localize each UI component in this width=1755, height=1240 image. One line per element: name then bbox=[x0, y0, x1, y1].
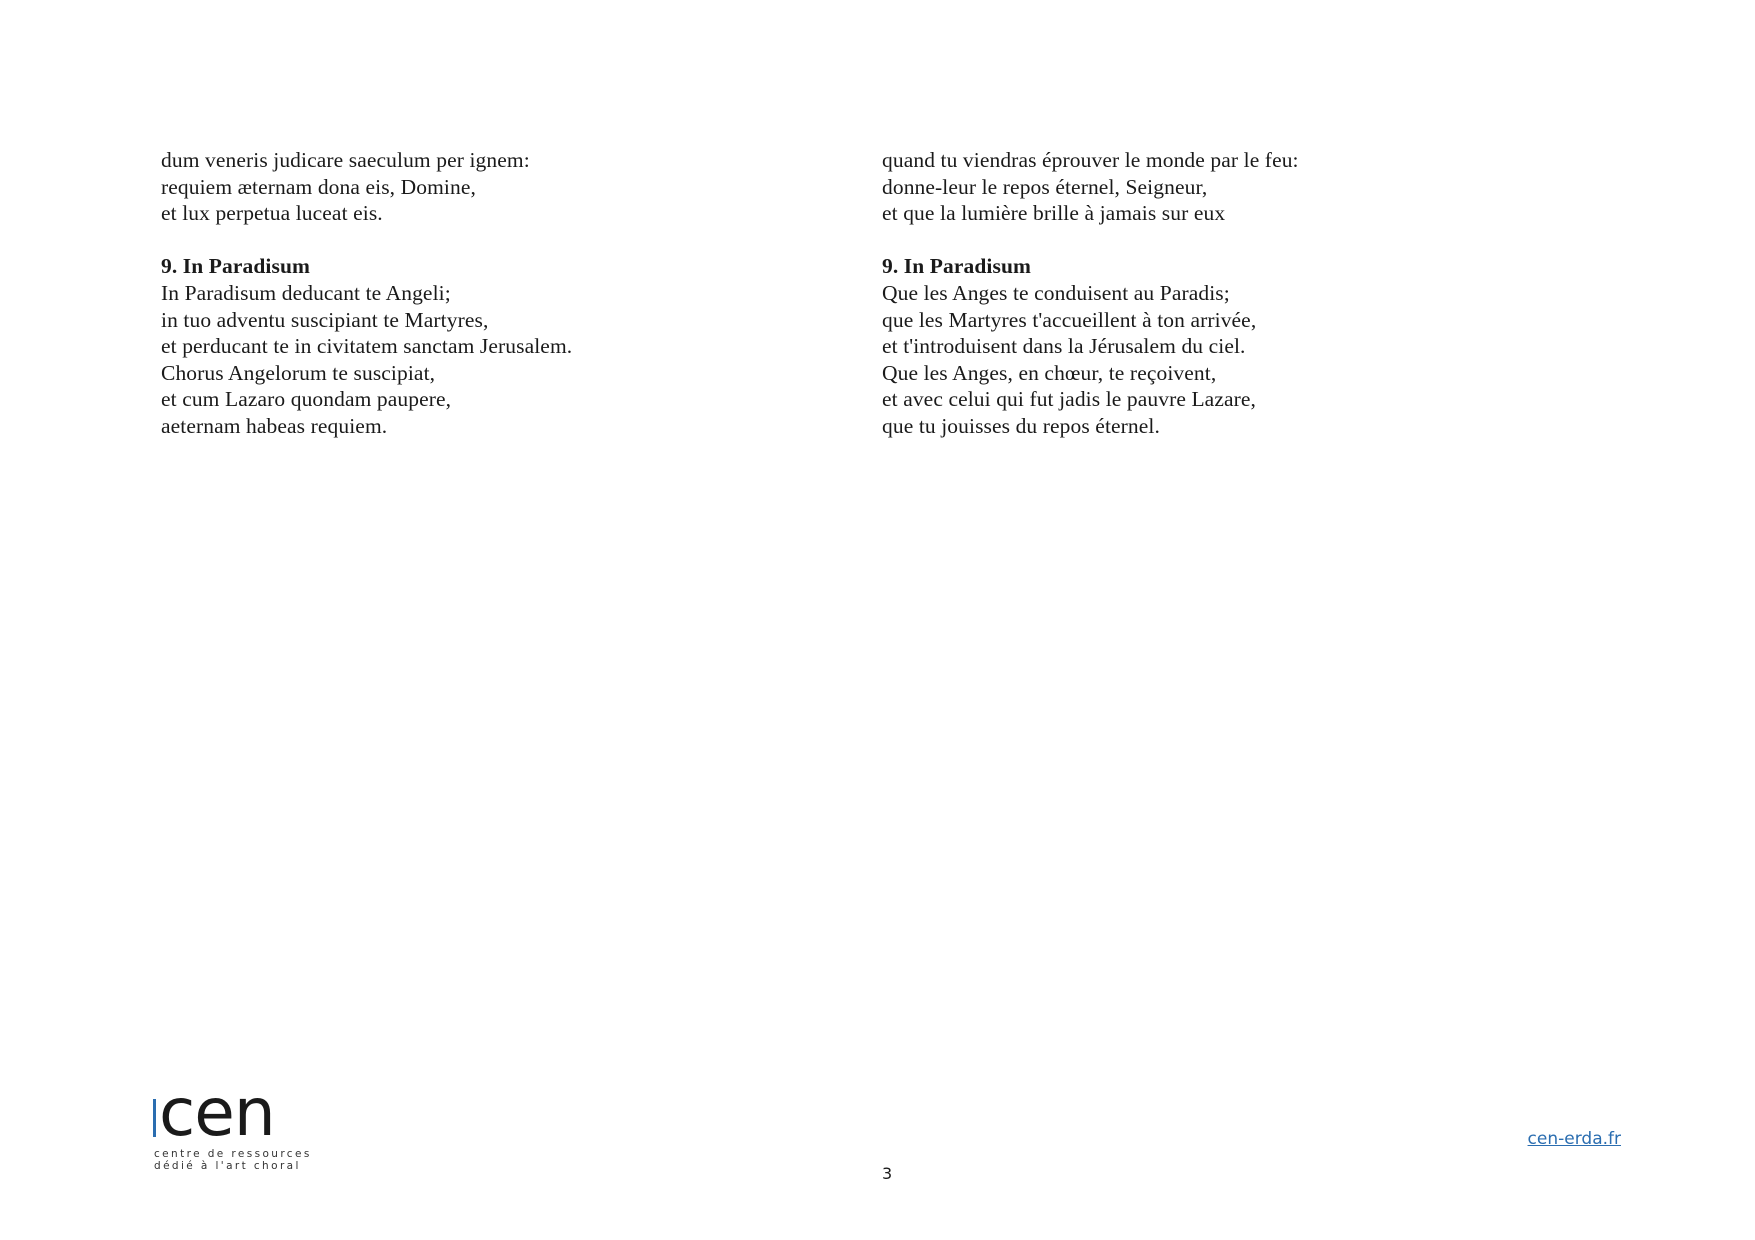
french-line: et t'introduisent dans la Jérusalem du ciel. bbox=[882, 334, 1246, 359]
french-line: Que les Anges, en chœur, te reçoivent, bbox=[882, 360, 1217, 385]
french-line: que tu jouisses du repos éternel. bbox=[882, 413, 1160, 438]
stanza-gap bbox=[882, 227, 1582, 254]
logo-wordmark: cen bbox=[159, 1074, 275, 1151]
logo-tagline-line-2: dédié à l'art choral bbox=[154, 1160, 301, 1172]
logo-accent-bar bbox=[153, 1099, 156, 1137]
latin-line: et lux perpetua luceat eis. bbox=[161, 201, 383, 226]
french-line: et avec celui qui fut jadis le pauvre Lazare, bbox=[882, 387, 1256, 412]
latin-line: in tuo adventu suscipiant te Martyres, bbox=[161, 307, 489, 332]
latin-line: aeternam habeas requiem. bbox=[161, 413, 388, 438]
latin-line: Chorus Angelorum te suscipiat, bbox=[161, 360, 436, 385]
french-line: quand tu viendras éprouver le monde par le feu: bbox=[882, 148, 1299, 172]
french-line: donne-leur le repos éternel, Seigneur, bbox=[882, 174, 1208, 199]
latin-line: et perducant te in civitatem sanctam Jerusalem. bbox=[161, 334, 573, 359]
latin-line: et cum Lazaro quondam paupere, bbox=[161, 387, 452, 412]
latin-line: In Paradisum deducant te Angeli; bbox=[161, 280, 451, 305]
page-number: 3 bbox=[882, 1164, 893, 1183]
stanza-gap bbox=[161, 227, 841, 254]
latin-line: dum veneris judicare saeculum per ignem: bbox=[161, 148, 530, 172]
cen-logo bbox=[150, 1074, 312, 1175]
website-link[interactable]: cen-erda.fr bbox=[1527, 1129, 1621, 1149]
french-text-column bbox=[882, 147, 1582, 440]
french-line: que les Martyres t'accueillent à ton arrivée, bbox=[882, 307, 1257, 332]
french-section-heading: 9. In Paradisum bbox=[882, 254, 1032, 279]
french-line: et que la lumière brille à jamais sur eux bbox=[882, 201, 1226, 226]
french-line: Que les Anges te conduisent au Paradis; bbox=[882, 280, 1230, 305]
latin-section-heading: 9. In Paradisum bbox=[161, 254, 311, 279]
latin-line: requiem æternam dona eis, Domine, bbox=[161, 174, 476, 199]
latin-text-column bbox=[161, 147, 841, 440]
logo-tagline-line-1: centre de ressources bbox=[154, 1148, 312, 1160]
